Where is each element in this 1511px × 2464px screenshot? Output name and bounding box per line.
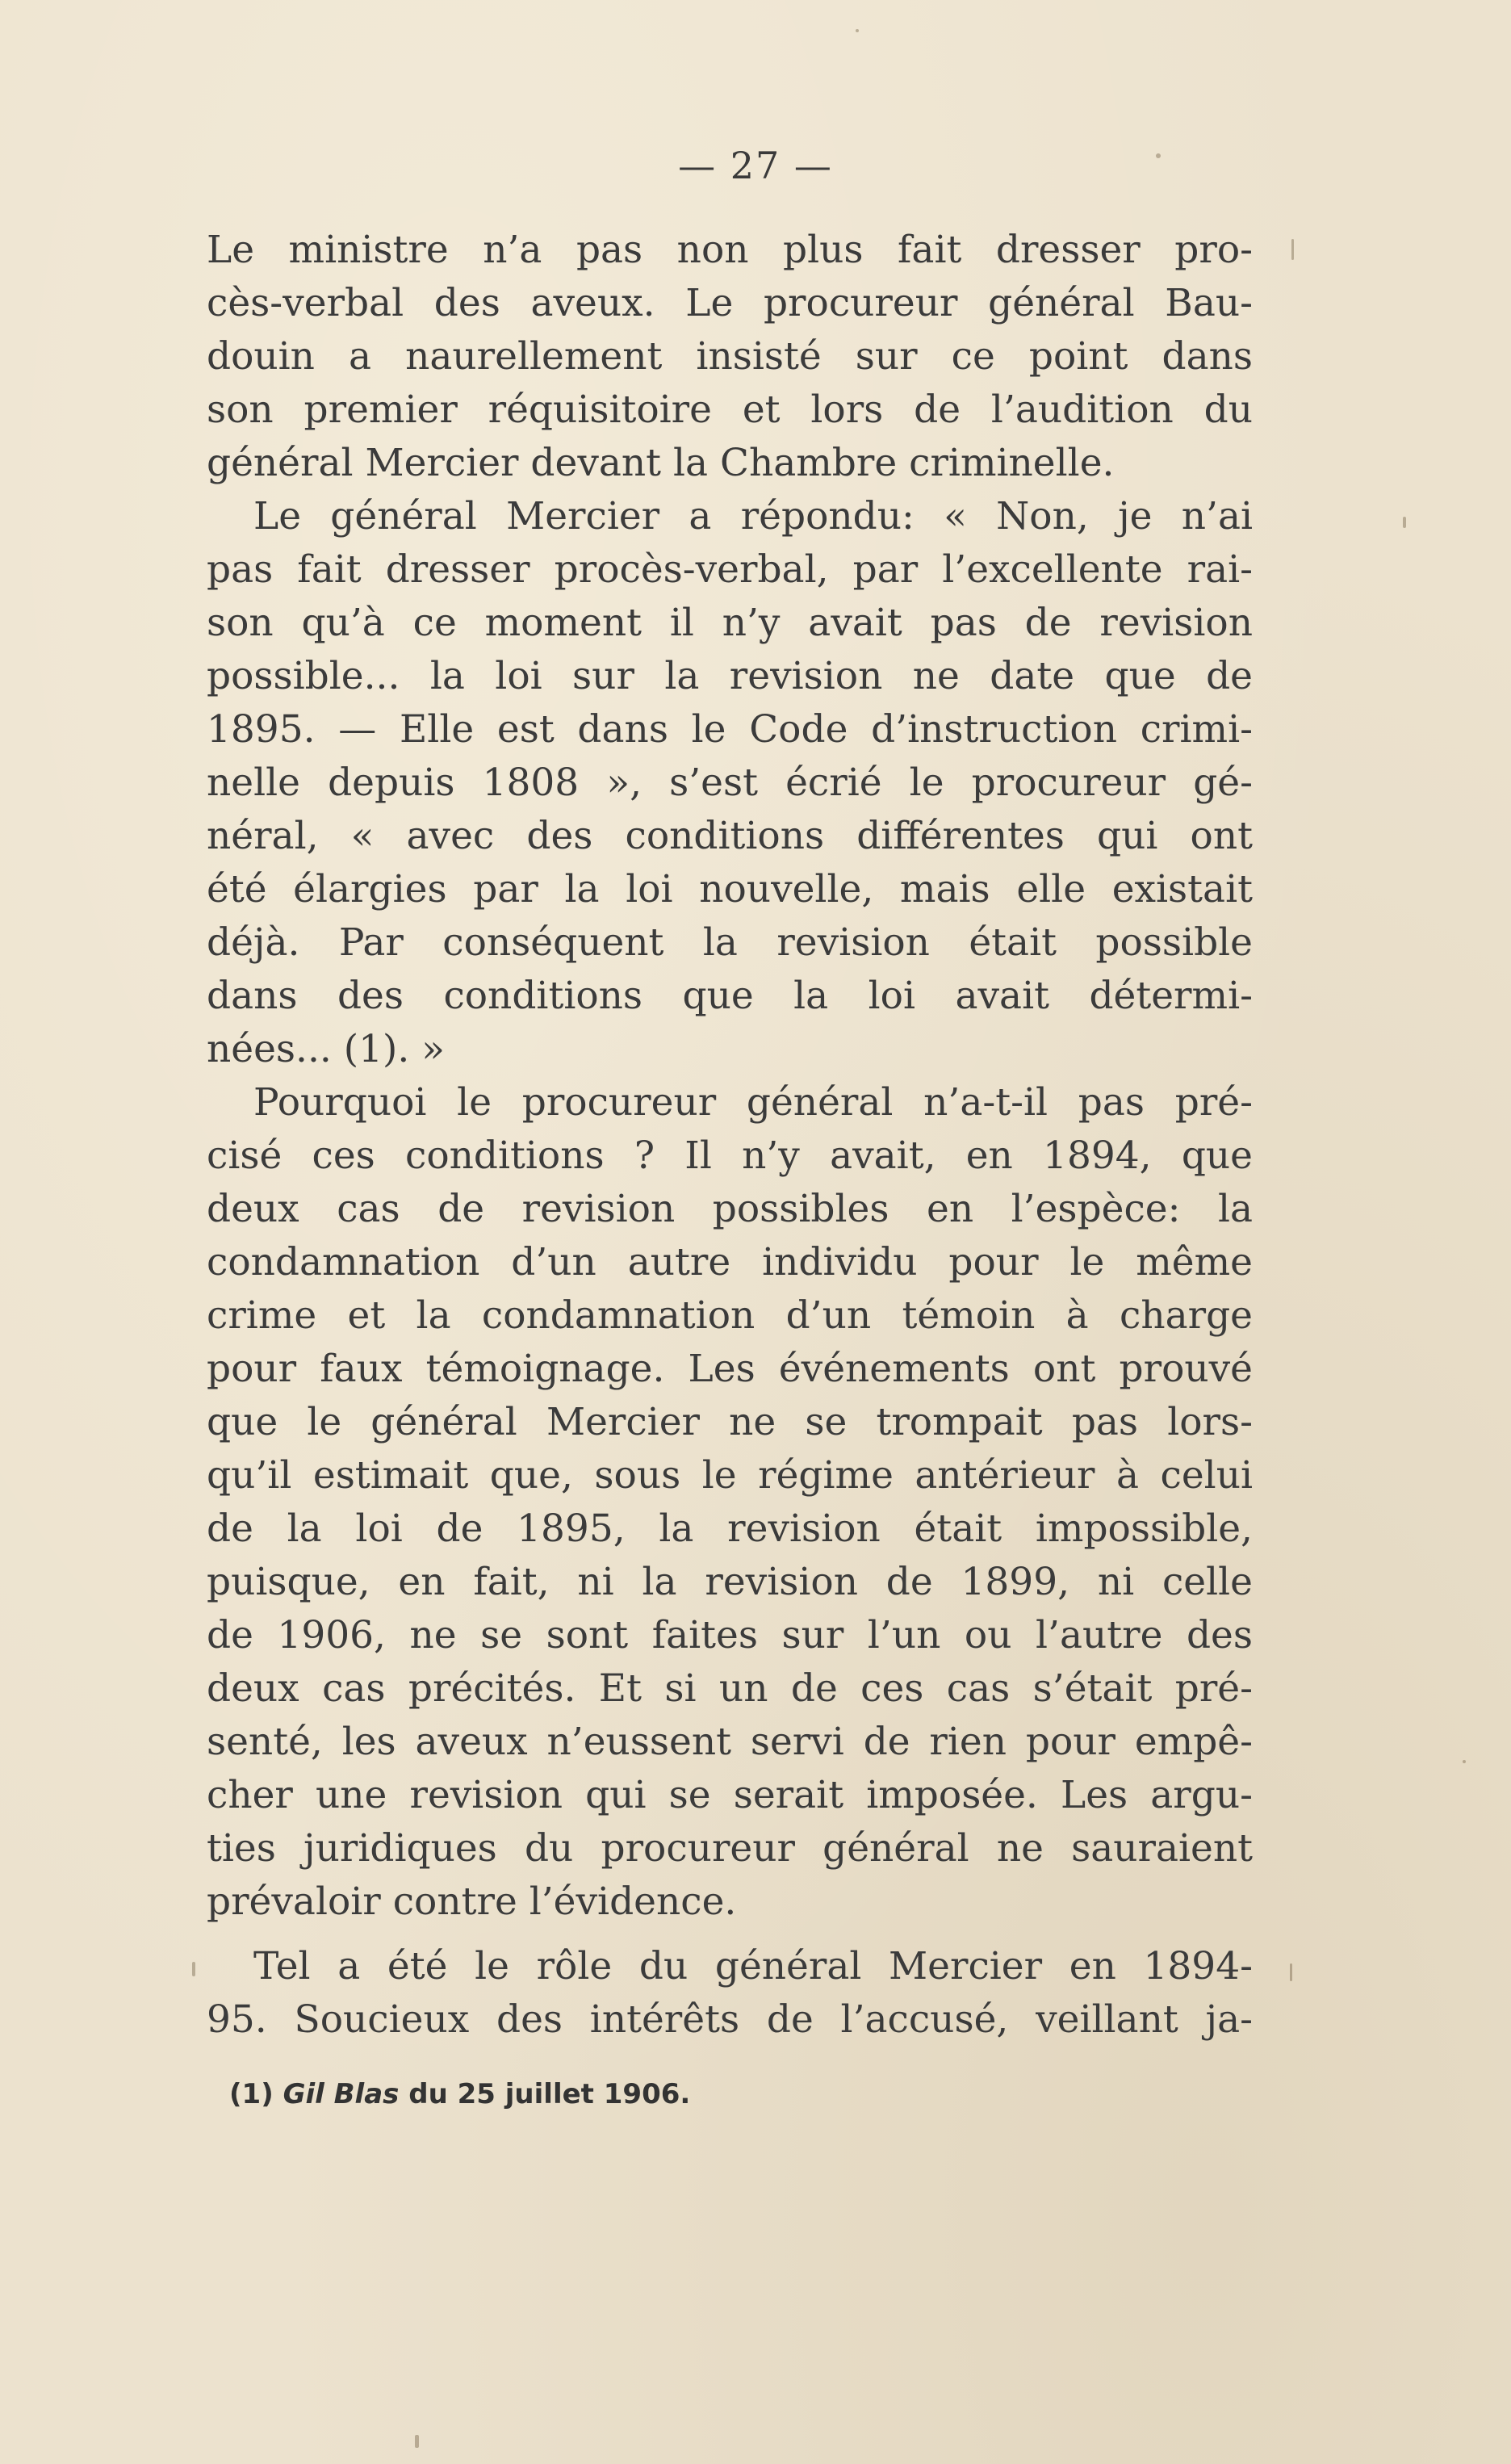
footnote-marker: (1): [229, 2078, 274, 2110]
text-line: Le général Mercier a répondu: « Non, je n’ai: [253, 494, 1253, 538]
text-line: ties juridiques du procureur général ne sauraient: [207, 1826, 1253, 1871]
text-line: de 1906, ne se sont faites sur l’un ou l’autre des: [207, 1613, 1253, 1657]
text-line: son qu’à ce moment il n’y avait pas de revision: [207, 601, 1253, 645]
paper-speck: [1290, 1963, 1292, 1981]
text-line: cisé ces conditions ? Il n’y avait, en 1894, que: [207, 1134, 1253, 1178]
paper-speck: [856, 29, 859, 32]
footnote: [229, 2078, 690, 2110]
paper-speck: [415, 2435, 419, 2448]
paper-speck: [192, 1962, 195, 1976]
text-line: été élargies par la loi nouvelle, mais elle existait: [207, 867, 1253, 911]
text-line: qu’il estimait que, sous le régime antérieur à celui: [207, 1453, 1253, 1498]
footnote-date: du 25 juillet 1906.: [408, 2078, 691, 2110]
text-line: de la loi de 1895, la revision était impossible,: [207, 1506, 1253, 1551]
text-line: cès-verbal des aveux. Le procureur général Bau-: [207, 281, 1253, 325]
text-line: puisque, en fait, ni la revision de 1899, ni celle: [207, 1560, 1253, 1604]
text-line: senté, les aveux n’eussent servi de rien pour empê-: [207, 1720, 1253, 1764]
text-line: crime et la condamnation d’un témoin à charge: [207, 1293, 1253, 1338]
text-line: 95. Soucieux des intérêts de l’accusé, veillant ja-: [207, 1997, 1253, 2042]
paper-speck: [1291, 239, 1294, 260]
text-line: dans des conditions que la loi avait détermi-: [207, 974, 1253, 1018]
text-line: déjà. Par conséquent la revision était possible: [207, 920, 1253, 965]
text-line: nelle depuis 1808 », s’est écrié le procureur gé-: [207, 761, 1253, 805]
text-line: deux cas de revision possibles en l’espèce: la: [207, 1187, 1253, 1231]
text-line: son premier réquisitoire et lors de l’audition du: [207, 388, 1253, 432]
page-number: — 27 —: [678, 144, 833, 187]
text-line: Pourquoi le procureur général n’a-t-il pas pré-: [253, 1080, 1253, 1125]
text-line: deux cas précités. Et si un de ces cas s’était pré-: [207, 1666, 1253, 1711]
text-line: général Mercier devant la Chambre criminelle.: [207, 441, 1115, 485]
text-line: pas fait dresser procès-verbal, par l’excellente rai-: [207, 547, 1253, 592]
text-line: que le général Mercier ne se trompait pas lors-: [207, 1400, 1253, 1444]
text-line: nées... (1). »: [207, 1027, 445, 1071]
text-line: cher une revision qui se serait imposée. Les argu-: [207, 1773, 1253, 1817]
text-line: 1895. — Elle est dans le Code d’instruction crimi-: [207, 707, 1253, 752]
text-line: pour faux témoignage. Les événements ont prouvé: [207, 1347, 1253, 1391]
paper-speck: [1156, 153, 1161, 158]
text-line: Le ministre n’a pas non plus fait dresser pro-: [207, 228, 1253, 272]
text-line: néral, « avec des conditions différentes qui ont: [207, 814, 1253, 858]
footnote-source: Gil Blas: [283, 2078, 400, 2110]
text-line: prévaloir contre l’évidence.: [207, 1879, 737, 1924]
paper-speck: [1403, 517, 1406, 528]
text-line: Tel a été le rôle du général Mercier en 1894-: [253, 1944, 1253, 1988]
text-line: possible... la loi sur la revision ne date que de: [207, 654, 1253, 698]
paper-speck: [1463, 1760, 1466, 1763]
text-line: douin a naurellement insisté sur ce point dans: [207, 334, 1253, 379]
text-line: condamnation d’un autre individu pour le même: [207, 1240, 1253, 1284]
